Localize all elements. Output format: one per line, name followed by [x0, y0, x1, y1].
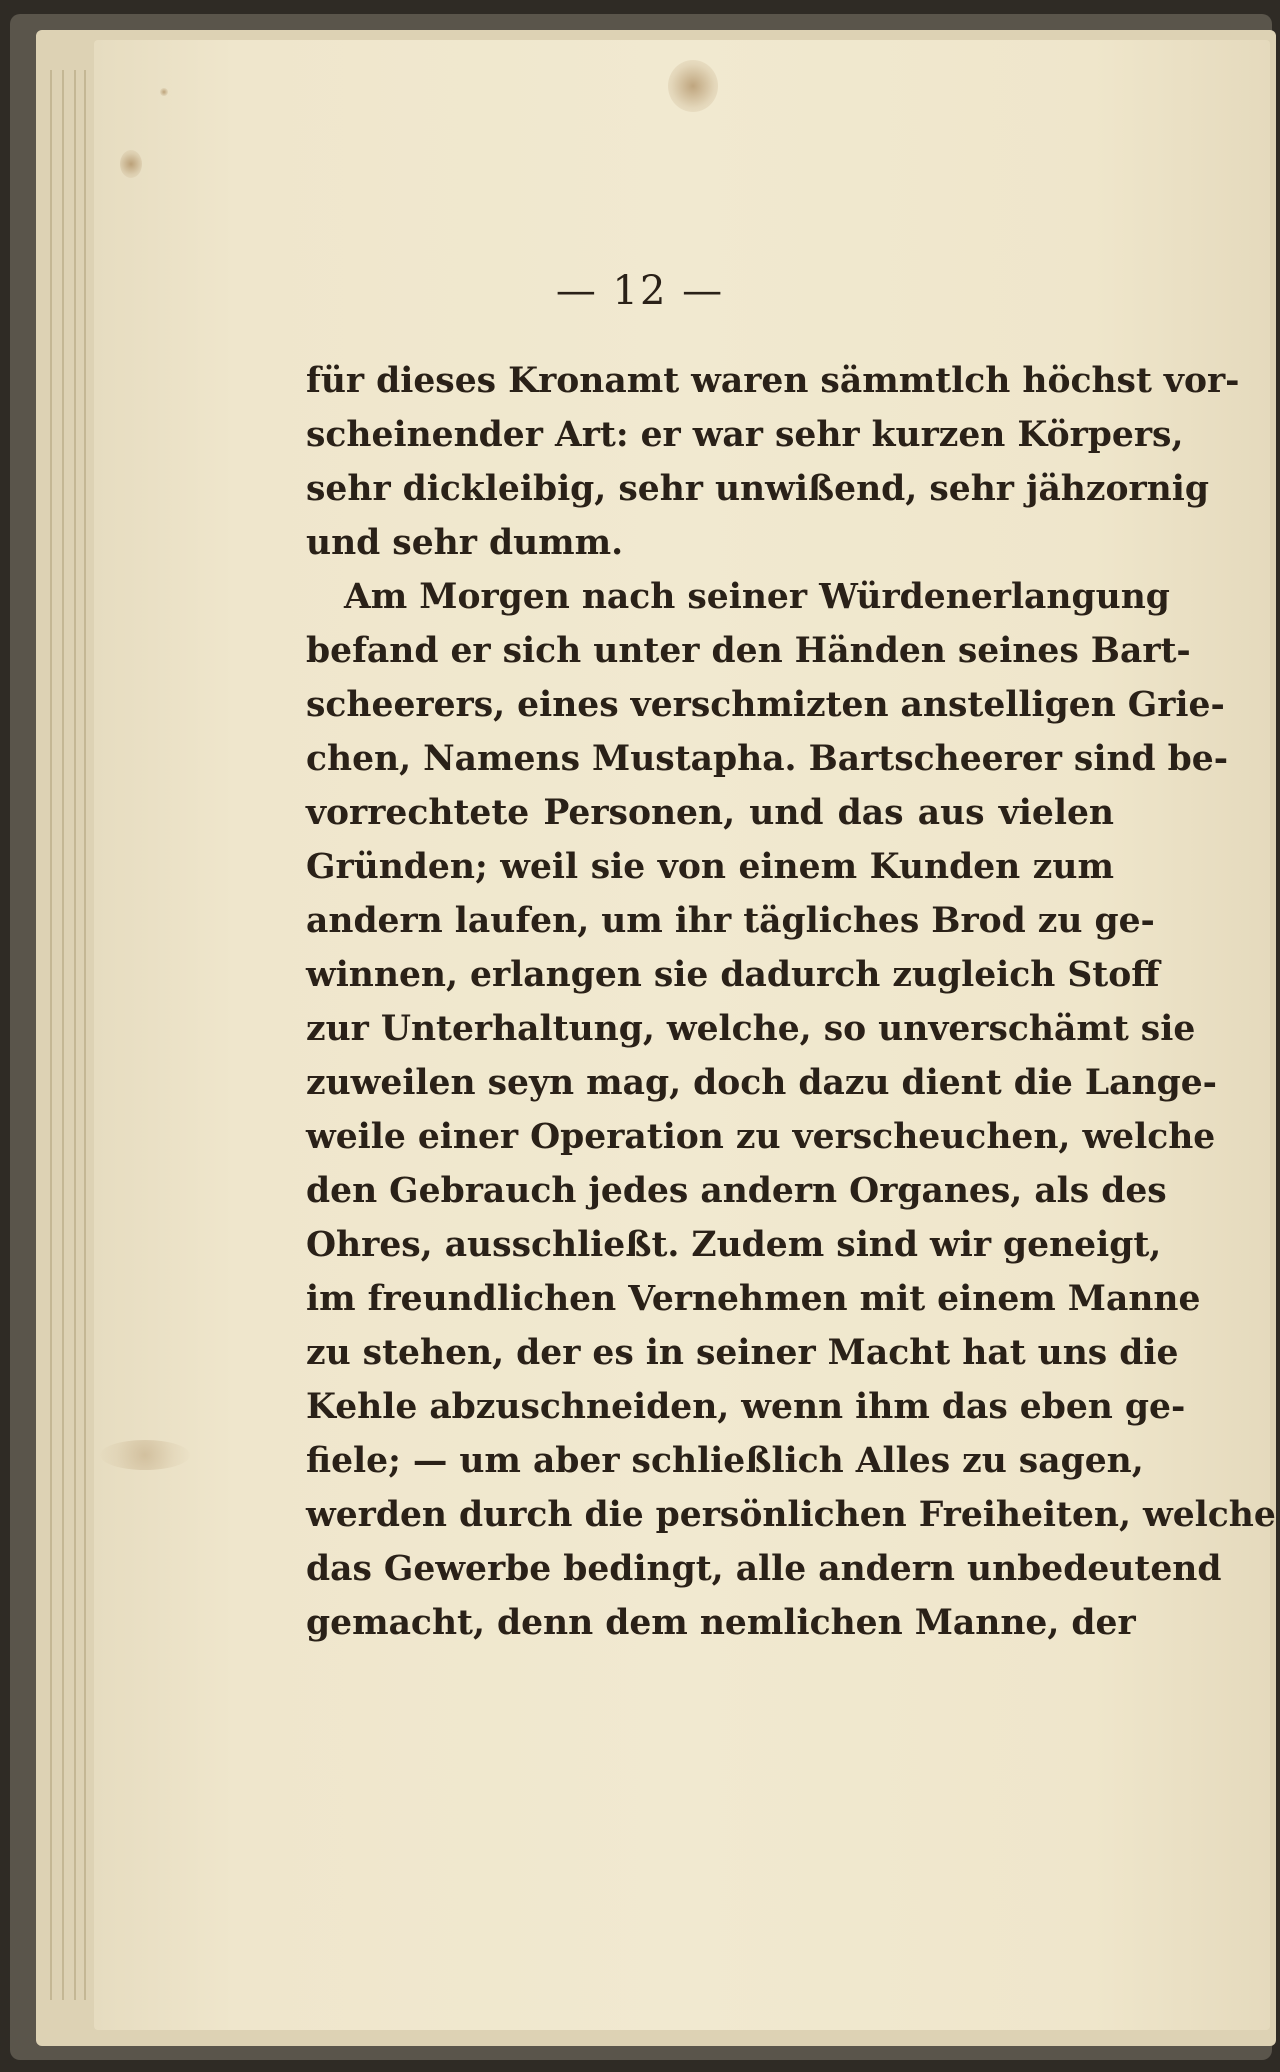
text-line: befand er sich unter den Händen seines Bart-: [306, 631, 1191, 671]
text-line: zuweilen seyn mag, doch dazu dient die Lange-: [306, 1063, 1217, 1103]
text-line: für dieses Kronamt waren sämmtlch höchst vor-: [306, 361, 1240, 401]
page-edge-line: [62, 70, 64, 2000]
text-line: zu stehen, der es in seiner Macht hat uns die: [306, 1333, 1179, 1373]
text-line: scheerers, eines verschmizten anstelligen Grie-: [306, 685, 1225, 725]
text-line: sehr dickleibig, sehr unwißend, sehr jähzornig: [306, 469, 1209, 509]
text-line: chen, Namens Mustapha. Bartscheerer sind be-: [306, 739, 1229, 779]
text-line: Gründen; weil sie von einem Kunden zum: [306, 847, 1114, 887]
text-line: Am Morgen nach seiner Würdenerlangung: [344, 577, 1170, 617]
body-text: [306, 354, 1276, 1650]
text-line: vorrechtete Personen, und das aus vielen: [306, 793, 1114, 833]
text-line: winnen, erlangen sie dadurch zugleich Stoff: [306, 955, 1160, 995]
text-line: werden durch die persönlichen Freiheiten, welche: [306, 1495, 1276, 1535]
page-edge-line: [84, 70, 86, 2000]
text-line: gemacht, denn dem nemlichen Manne, der: [306, 1603, 1136, 1643]
foxing-stain: [160, 88, 168, 96]
foxing-stain: [100, 1440, 190, 1470]
text-line: Ohres, ausschließt. Zudem sind wir geneigt,: [306, 1225, 1162, 1265]
text-line: den Gebrauch jedes andern Organes, als des: [306, 1171, 1167, 1211]
foxing-stain: [668, 60, 718, 112]
text-line: im freundlichen Vernehmen mit einem Manne: [306, 1279, 1201, 1319]
text-line: fiele; — um aber schließlich Alles zu sagen,: [306, 1441, 1144, 1481]
page-edge-line: [50, 70, 52, 2000]
text-line: scheinender Art: er war sehr kurzen Körpers,: [306, 415, 1184, 455]
text-line: weile einer Operation zu verscheuchen, welche: [306, 1117, 1216, 1157]
text-line: zur Unterhaltung, welche, so unverschämt sie: [306, 1009, 1196, 1049]
foxing-stain: [120, 150, 142, 178]
text-line: Kehle abzuschneiden, wenn ihm das eben ge-: [306, 1387, 1186, 1427]
text-line: andern laufen, um ihr tägliches Brod zu ge-: [306, 901, 1155, 941]
text-line: das Gewerbe bedingt, alle andern unbedeutend: [306, 1549, 1222, 1589]
text-line: und sehr dumm.: [306, 523, 624, 563]
page-number: — 12 —: [555, 268, 725, 314]
page-edge-line: [74, 70, 76, 2000]
